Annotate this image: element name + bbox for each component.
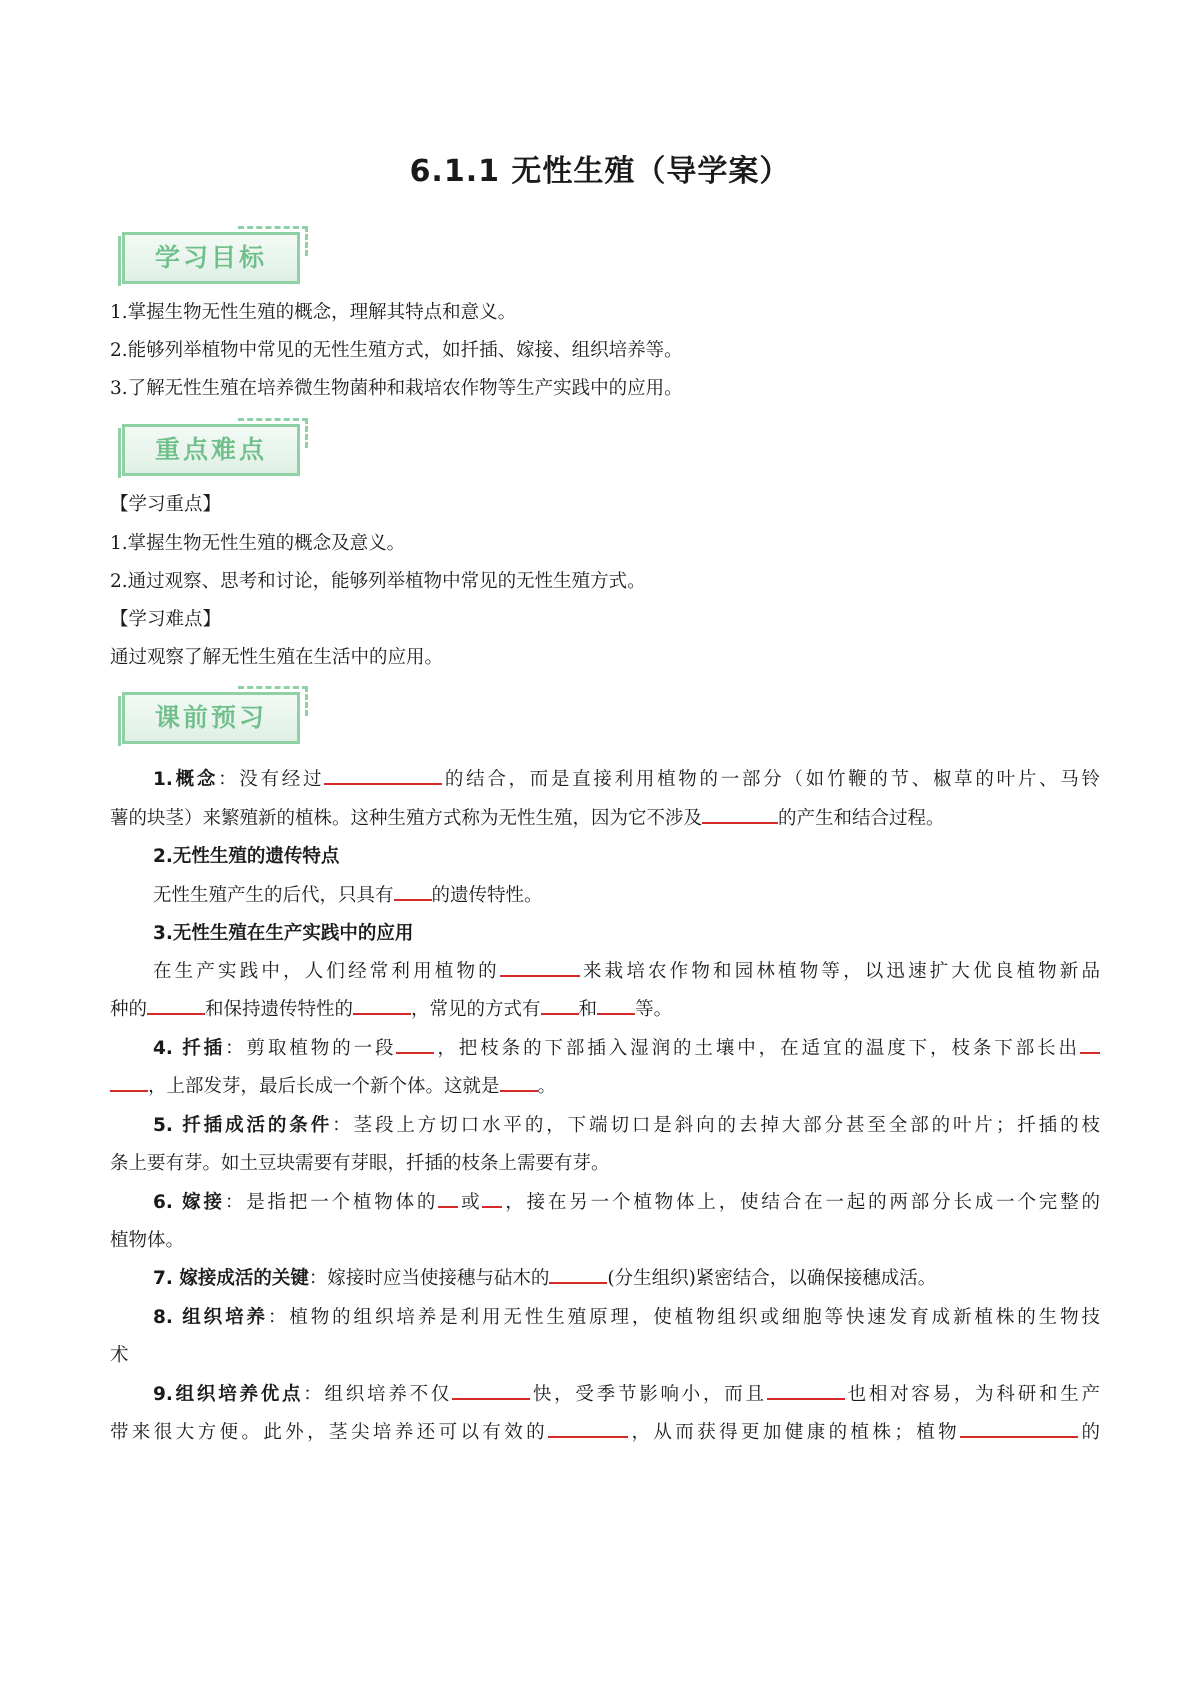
preview-item-1-line2: 薯的块茎）来繁殖新的植株。这种生殖方式称为无性生殖，因为它不涉及 的产生和结合过程。: [110, 799, 1100, 838]
preview-item-2-text: 无性生殖产生的后代，只具有 的遗传特性。: [110, 876, 1100, 915]
preview-item-6-line1: 6. 嫁接：是指把一个植物体的 或 ，接在另一个植物体上，使结合在一起的两部分长成一个完整的: [110, 1183, 1100, 1222]
goal-item: 3.了解无性生殖在培养微生物菌种和栽培农作物等生产实践中的应用。: [110, 378, 683, 399]
preview-item-5-line2: 条上要有芽。如土豆块需要有芽眼，扦插的枝条上需要有芽。: [110, 1153, 610, 1174]
preview-item-4-line2: ，上部发芽，最后长成一个新个体。这就是 。: [110, 1067, 1100, 1106]
fill-blank[interactable]: [549, 1264, 607, 1284]
fill-blank[interactable]: [147, 995, 205, 1015]
fill-blank[interactable]: [500, 957, 580, 977]
fill-blank[interactable]: [452, 1380, 530, 1400]
fill-blank[interactable]: [394, 881, 432, 901]
preview-item-9-line1: 9.组织培养优点：组织培养不仅 快，受季节影响小，而且 也相对容易，为科研和生产: [110, 1375, 1100, 1414]
preview-item-8-line2: 术: [110, 1345, 129, 1366]
fill-blank[interactable]: [541, 995, 579, 1015]
fill-blank[interactable]: [438, 1188, 458, 1208]
section-label: 课前预习: [154, 703, 267, 732]
section-label: 重点难点: [154, 435, 267, 464]
preview-item-5-line1: 5. 扦插成活的条件：茎段上方切口水平的，下端切口是斜向的去掉大部分甚至全部的叶片；扦插的枝: [153, 1115, 1100, 1136]
difficulty-title: 【学习难点】: [110, 609, 222, 630]
fill-blank[interactable]: [767, 1380, 845, 1400]
fill-blank[interactable]: [110, 1072, 148, 1092]
preview-item-2-head: 2.无性生殖的遗传特点: [153, 846, 340, 867]
goal-item: 2.能够列举植物中常见的无性生殖方式，如扦插、嫁接、组织培养等。: [110, 340, 683, 361]
preview-item-6-line2: 植物体。: [110, 1230, 185, 1251]
preview-item-7: 7. 嫁接成活的关键：嫁接时应当使接穗与砧木的 (分生组织)紧密结合，以确保接穗成活。: [110, 1259, 1100, 1298]
preview-item-1-line1: 1.概念：没有经过 的结合，而是直接利用植物的一部分（如竹鞭的节、椒草的叶片、马铃: [110, 760, 1100, 799]
key-points-title: 【学习重点】: [110, 494, 222, 515]
preview-item-9-line2: 带来很大方便。此外，茎尖培养还可以有效的 ，从而获得更加健康的植株；植物 的: [110, 1413, 1100, 1452]
preview-item-3-line1: 在生产实践中，人们经常利用植物的 来栽培农作物和园林植物等，以迅速扩大优良植物新品: [110, 952, 1100, 991]
fill-blank[interactable]: [597, 995, 635, 1015]
preview-item-3-line2: 种的 和保持遗传特性的 ，常见的方式有 和 等。: [110, 990, 1100, 1029]
key-point-item: 1.掌握生物无性生殖的概念及意义。: [110, 533, 406, 554]
fill-blank[interactable]: [548, 1418, 628, 1438]
section-tag-learning-goals: [118, 226, 308, 286]
preview-item-8-line1: 8. 组织培养：植物的组织培养是利用无性生殖原理，使植物组织或细胞等快速发育成新植株的生物技: [153, 1307, 1100, 1328]
fill-blank[interactable]: [500, 1072, 538, 1092]
key-point-item: 2.通过观察、思考和讨论，能够列举植物中常见的无性生殖方式。: [110, 571, 646, 592]
page-title: 6.1.1 无性生殖（导学案）: [409, 154, 791, 189]
section-tag-key-points: [118, 418, 308, 478]
goal-item: 1.掌握生物无性生殖的概念，理解其特点和意义。: [110, 302, 517, 323]
fill-blank[interactable]: [482, 1188, 502, 1208]
fill-blank[interactable]: [1080, 1034, 1100, 1054]
section-label: 学习目标: [154, 243, 267, 272]
fill-blank[interactable]: [353, 995, 411, 1015]
fill-blank[interactable]: [960, 1418, 1078, 1438]
preview-item-4-line1: 4. 扦插：剪取植物的一段 ，把枝条的下部插入湿润的土壤中，在适宜的温度下，枝条下部长出: [110, 1029, 1100, 1068]
section-tag-preview: [118, 686, 308, 746]
difficulty-text: 通过观察了解无性生殖在生活中的应用。: [110, 647, 444, 668]
preview-item-3-head: 3.无性生殖在生产实践中的应用: [153, 923, 414, 944]
fill-blank[interactable]: [702, 804, 778, 824]
fill-blank[interactable]: [396, 1034, 434, 1054]
fill-blank[interactable]: [324, 765, 442, 785]
